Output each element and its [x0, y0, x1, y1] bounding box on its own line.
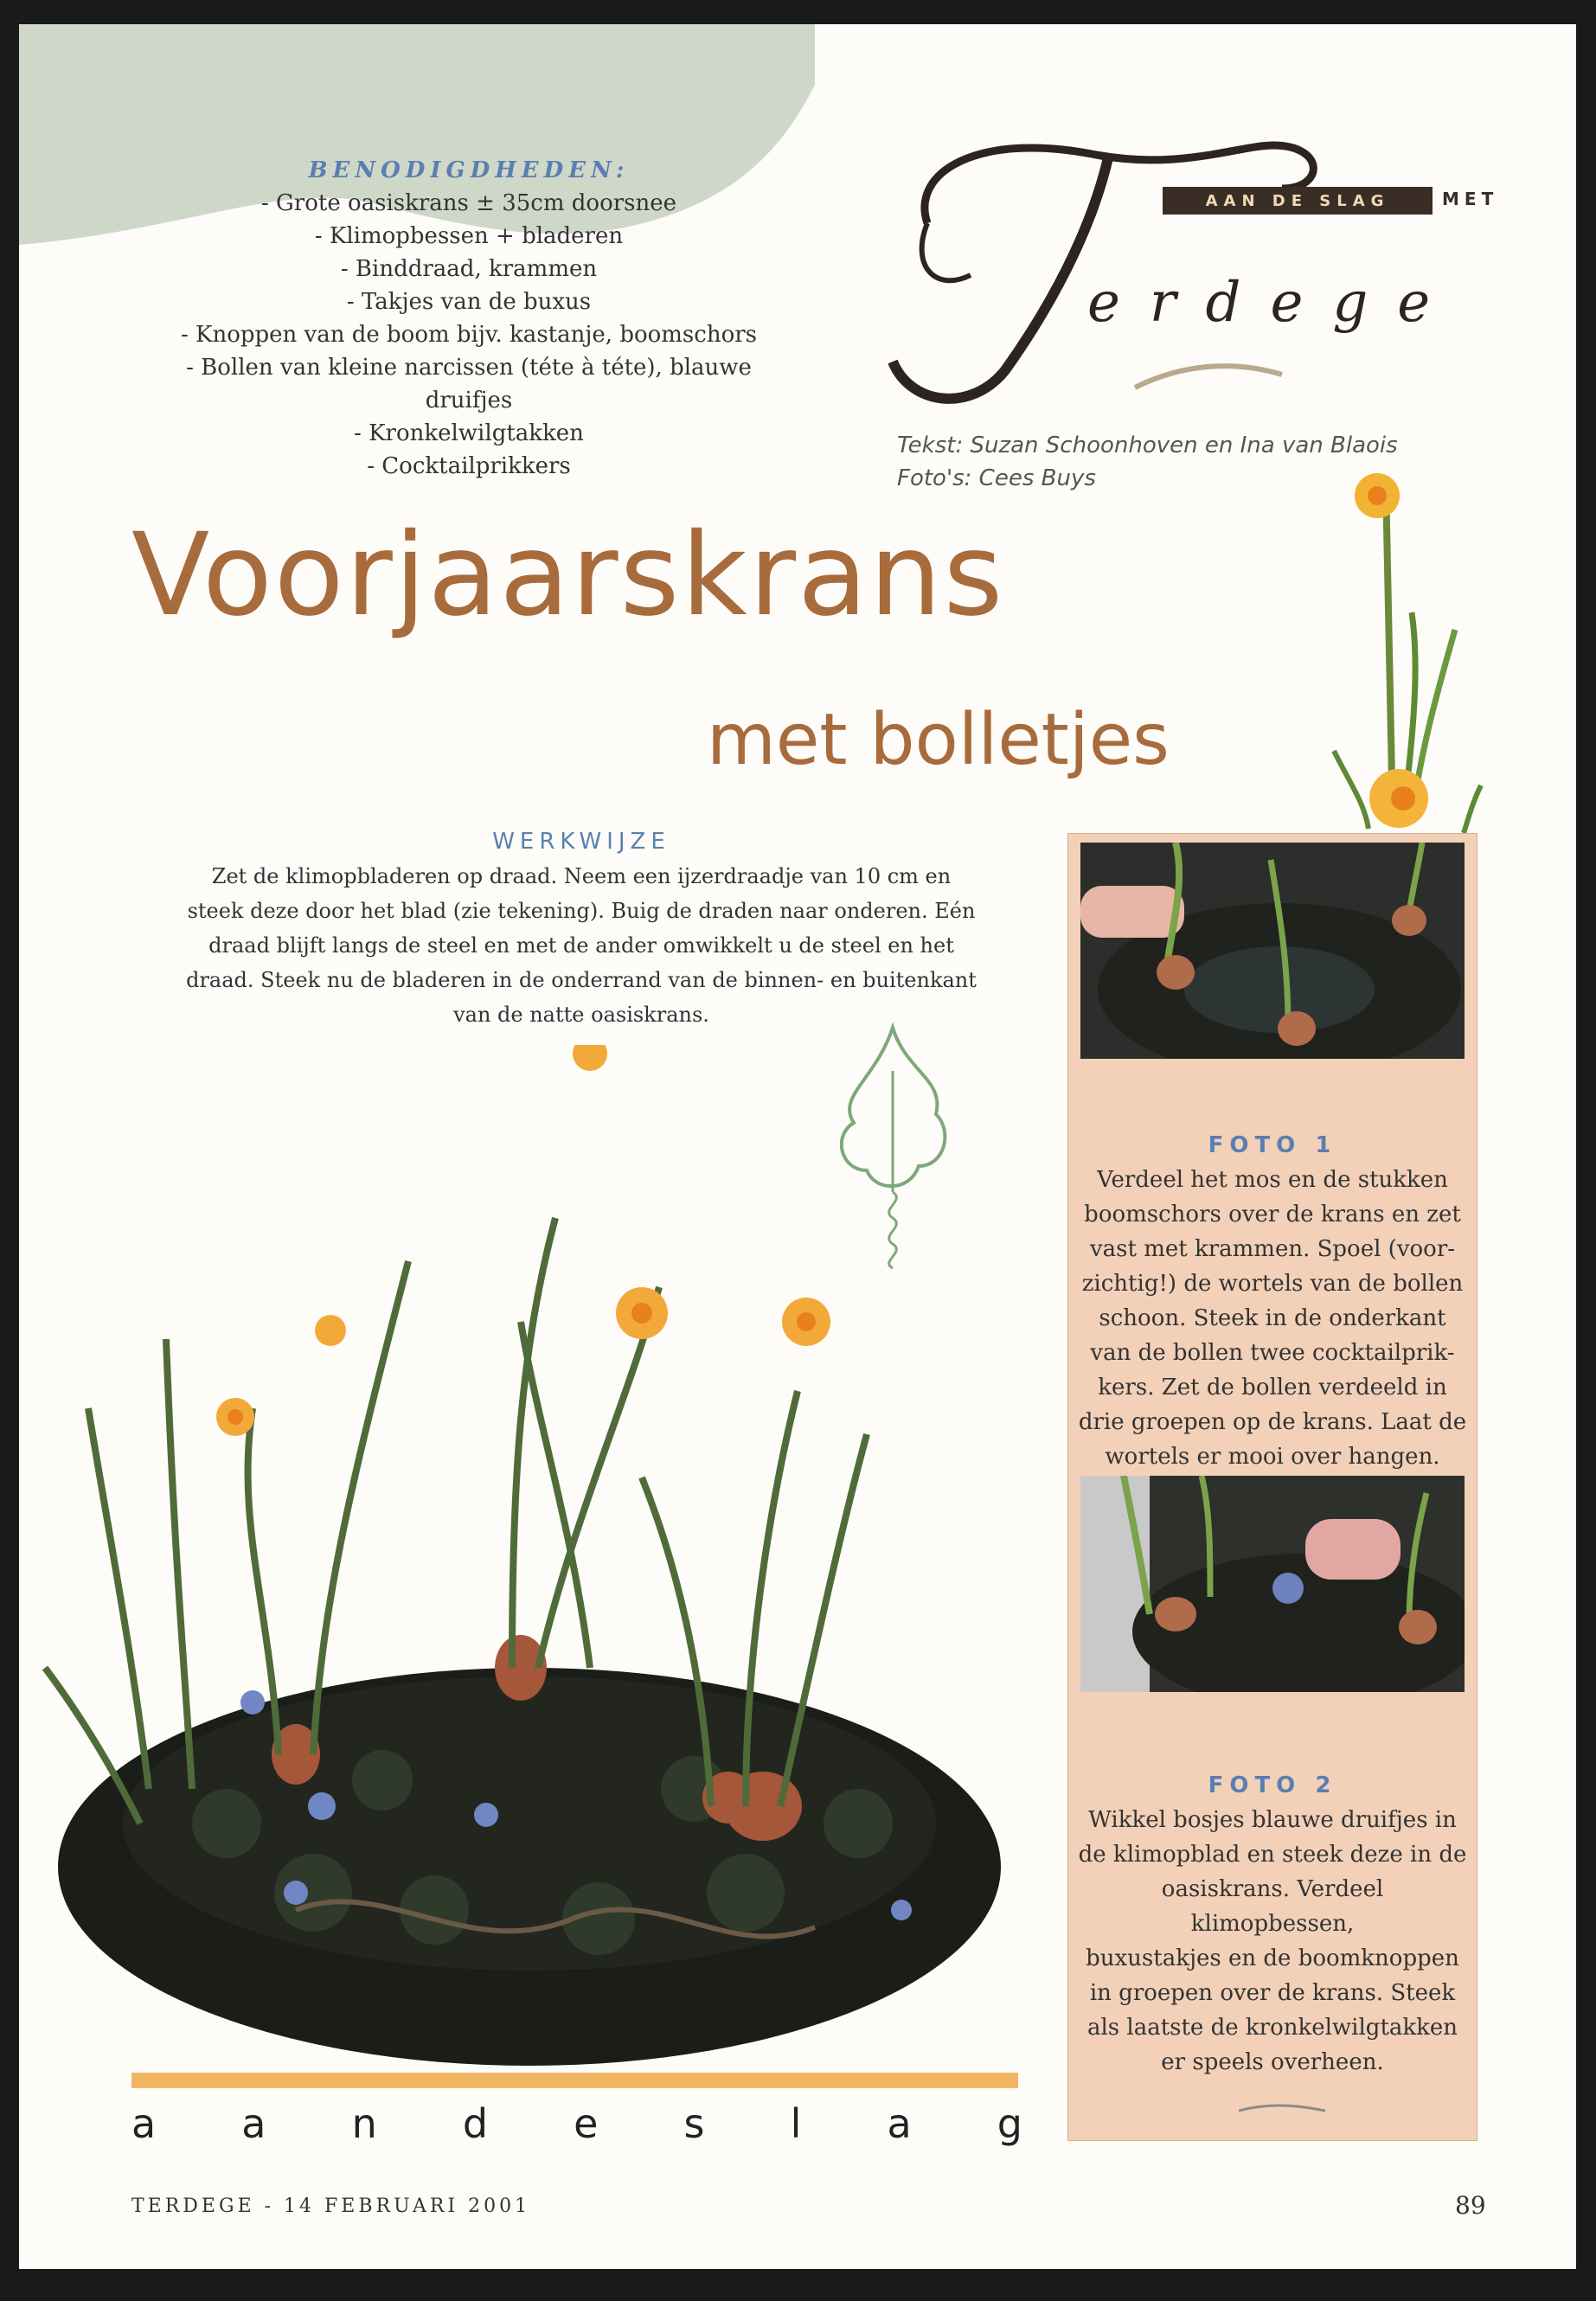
text-credit: Tekst: Suzan Schoonhoven en Ina van Blaois — [897, 433, 1398, 458]
supplies-list — [140, 154, 798, 483]
section-stripe — [131, 2073, 1018, 2088]
signature-flourish-icon — [1239, 2100, 1325, 2118]
foto-2-image — [1080, 1476, 1465, 1692]
caption-line: vast met krammen. Spoel (voor- — [1089, 1236, 1456, 1262]
supplies-item: - Cocktailprikkers — [367, 453, 571, 479]
section-label — [131, 2100, 1022, 2152]
werkwijze-line: van de natte oasiskrans. — [453, 1003, 709, 1027]
supplies-item: druifjes — [425, 388, 513, 413]
supplies-item: - Bollen van kleine narcissen (téte à téte), blauwe — [186, 355, 752, 381]
caption-line: er speels overheen. — [1161, 2049, 1384, 2075]
sidebar-panel — [1067, 833, 1477, 2141]
supplies-item: - Kronkelwilgtakken — [354, 420, 584, 446]
caption-line: de klimopblad en steek deze in de — [1078, 1842, 1467, 1868]
supplies-item: - Klimopbessen + bladeren — [314, 223, 624, 249]
werkwijze-heading: WERKWIJZE — [492, 829, 670, 855]
caption-line: oasiskrans. Verdeel klimopbessen, — [1161, 1876, 1384, 1937]
section-letter: a — [241, 2100, 266, 2147]
caption-line: schoon. Steek in de onderkant — [1099, 1305, 1446, 1331]
foto-1-image — [1080, 843, 1465, 1059]
supplies-item: - Grote oasiskrans ± 35cm doorsnee — [260, 190, 677, 216]
caption-line: in groepen over de krans. Steek — [1089, 1980, 1456, 2006]
foto-1-caption — [1077, 1128, 1468, 1474]
section-letter: a — [131, 2100, 157, 2147]
section-letter: n — [351, 2100, 377, 2147]
werkwijze-line: draad blijft langs de steel en met de ander omwikkelt u de steel en het — [208, 933, 954, 958]
section-letter: a — [887, 2100, 912, 2147]
supplies-item: - Knoppen van de boom bijv. kastanje, boomschors — [180, 322, 758, 348]
logo-met-label: MET — [1442, 189, 1499, 209]
section-letter: d — [462, 2100, 489, 2147]
foto-2-heading: FOTO 2 — [1208, 1772, 1337, 1798]
daffodil-illustration-icon — [1282, 457, 1507, 837]
caption-line: Verdeel het mos en de stukken — [1097, 1167, 1448, 1193]
werkwijze-section — [114, 824, 1048, 1032]
supplies-item: - Binddraad, krammen — [340, 256, 598, 282]
terdege-logo-icon — [875, 93, 1533, 422]
aan-de-slag-band: AAN DE SLAG — [1163, 187, 1433, 215]
article-title: Voorjaarskrans — [131, 509, 1005, 642]
section-letter: l — [790, 2100, 802, 2147]
foto-2-caption — [1077, 1768, 1468, 2080]
article-subtitle: met bolletjes — [707, 699, 1170, 781]
section-letter: g — [997, 2100, 1022, 2147]
section-letter: e — [574, 2100, 599, 2147]
werkwijze-line: Zet de klimopbladeren op draad. Neem een ijzerdraadje van 10 cm en — [211, 864, 952, 888]
page-number: 89 — [1455, 2191, 1486, 2220]
supplies-item: - Takjes van de buxus — [346, 289, 592, 315]
magazine-page — [19, 24, 1576, 2269]
publication-footer: TERDEGE - 14 FEBRUARI 2001 — [131, 2195, 531, 2217]
wreath-photo — [36, 1045, 1022, 2074]
caption-line: buxustakjes en de boomknoppen — [1086, 1945, 1459, 1971]
caption-line: boomschors over de krans en zet — [1084, 1202, 1461, 1227]
werkwijze-line: draad. Steek nu de bladeren in de onderrand van de binnen- en buitenkant — [186, 968, 977, 992]
caption-line: als laatste de kronkelwilgtakken — [1086, 2015, 1458, 2041]
caption-line: van de bollen twee cocktailprik- — [1090, 1340, 1455, 1366]
caption-line: drie groepen op de krans. Laat de — [1078, 1409, 1467, 1435]
supplies-heading: BENODIGDHEDEN: — [308, 157, 630, 183]
caption-line: zichtig!) de wortels van de bollen — [1081, 1271, 1464, 1297]
caption-line: kers. Zet de bollen verdeeld in — [1098, 1375, 1447, 1400]
foto-1-heading: FOTO 1 — [1208, 1132, 1337, 1158]
caption-line: wortels er mooi over hangen. — [1105, 1444, 1440, 1470]
werkwijze-line: steek deze door het blad (zie tekening). Buig de draden naar onderen. Eén — [187, 899, 976, 923]
caption-line: Wikkel bosjes blauwe druifjes in — [1088, 1807, 1457, 1833]
photo-credit: Foto's: Cees Buys — [897, 465, 1096, 491]
logo-name: erdege — [1087, 271, 1460, 335]
section-letter: s — [683, 2100, 705, 2147]
